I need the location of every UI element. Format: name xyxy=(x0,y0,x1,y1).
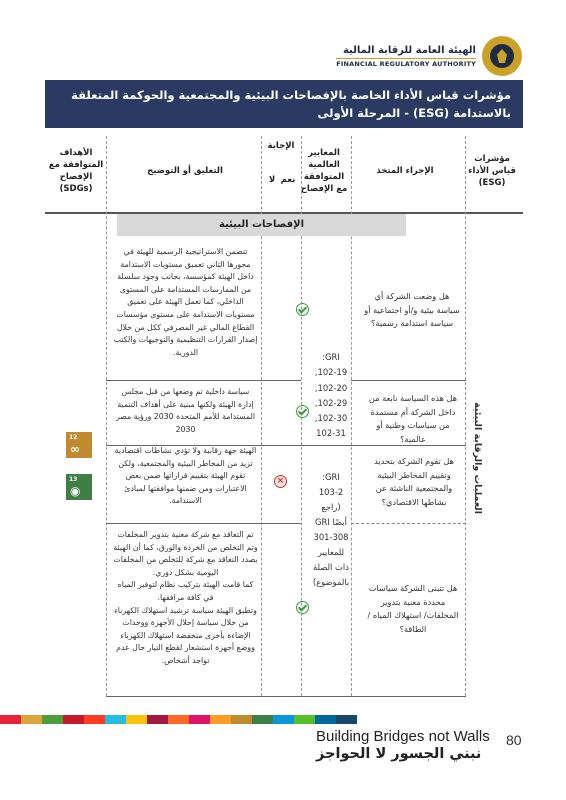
title-line-2: بالاستدامة (ESG) - المرحلة الأولى xyxy=(317,106,511,120)
col-separator xyxy=(106,136,107,696)
row4-question: هل تتبنى الشركة سياسات محددة معنية بتدوير المخلفات/ استهلاك المياه / الطاقة؟ xyxy=(367,583,459,634)
standards-group-1: GRI: 102-19, 102-20, 102-29, 102-30, 102-31 xyxy=(314,352,348,439)
col-answer-yes: نعم xyxy=(280,175,296,185)
stripe-segment xyxy=(210,715,231,724)
stripe-segment xyxy=(294,715,315,724)
col-sdgs: الأهداف المتوافقة مع الإفصاح (SDGs) xyxy=(48,148,104,194)
col-standards: المعايير العالمية المتوافقة مع الإفصاح xyxy=(300,148,348,194)
row-divider xyxy=(106,380,301,381)
row2-comment: سياسة داخلية تم وضعها من قبل مجلس إدارة الهيئة ولكنها مبنية على أهداف التنمية المستدامة للأمم المتحدة 2030 ورؤية مصر 2030 xyxy=(115,387,256,434)
row4-check-icon xyxy=(296,601,309,614)
sdg-12-icon: 12 ∞ xyxy=(66,432,92,458)
stripe-segment xyxy=(84,715,105,724)
stripe-segment xyxy=(252,715,273,724)
logo-arabic-name: الهيئة العامة للرقابة المالية xyxy=(342,44,476,56)
row1-check-icon xyxy=(296,303,309,316)
col-answer-no: لا xyxy=(268,175,276,185)
stripe-segment xyxy=(63,715,84,724)
stripe-segment xyxy=(168,715,189,724)
page-number: 80 xyxy=(506,732,522,748)
row-divider xyxy=(351,380,466,381)
stripe-segment xyxy=(189,715,210,724)
logo-english-name: FINANCIAL REGULATORY AUTHORITY xyxy=(336,59,476,68)
row3-question: هل تقوم الشركة بتحديد وتقييم المخاطر البيئية والمجتمعية الناشئة عن نشاطها الاقتصادي؟ xyxy=(374,456,454,507)
fra-logo xyxy=(336,36,522,76)
stripe-segment xyxy=(336,715,357,724)
standards-group-2: GRI: 103-2 (راجع أيضًا GRI 301-308 للمعايير ذات الصلة بالموضوع) xyxy=(312,472,350,587)
fra-emblem-icon xyxy=(482,36,522,76)
title-line-1: مؤشرات قياس الأداء الخاصة بالإفصاحات البيئية والمجتمعية والحوكمة المتعلقة xyxy=(71,88,511,102)
sdg-color-stripe xyxy=(0,715,357,724)
stripe-segment xyxy=(147,715,168,724)
row3-cross-icon: × xyxy=(274,475,287,488)
sdg-13-icon: 13 ◉ xyxy=(66,474,92,500)
row-divider xyxy=(106,523,301,524)
stripe-segment xyxy=(273,715,294,724)
col-comment: التعليق أو التوضيح xyxy=(147,166,223,176)
stripe-segment xyxy=(231,715,252,724)
table-header xyxy=(45,128,523,214)
row2-check-icon xyxy=(296,405,309,418)
col-action: الإجراء المتخذ xyxy=(376,166,434,176)
row3-comment: الهيئة جهة رقابية ولا تؤدي نشاطات اقتصادية تزيد من المخاطر البيئية والمجتمعية، ولكن تقوم الهيئة بتقييم قراراتها ضمن بعض الاعتبارات ومن ضمنها موافقتها لمبادئ الاستدامة. xyxy=(114,446,257,506)
stripe-segment xyxy=(126,715,147,724)
col-separator xyxy=(465,136,466,696)
row-divider xyxy=(106,696,466,697)
row1-question: هل وضعت الشركة أي سياسة بيئية و/أو اجتماعية أو سياسة استدامة رسمية؟ xyxy=(364,291,460,328)
row4-comment: تم التعاقد مع شركة معنية بتدوير المخلفات وتم التخلص من الخردة والورق، كما أن الهيئة بصدد التعاقد مع شركة للتخلص من المخلفات اليومية بشكل دوري. كما قامت الهيئة بتركيب نظام لتوفير المياه في كافة مرافقها. وتطبق الهيئة سياسة ترشيد استهلاك الكهرباء من خلال سياسة إحلال الأجهزة ووحدات الإضاءة بأخرى منخفضة استهلاك الكهرباء ووضع أجهزة استشعار لقطع التيار حال عدم تواجد أشخاص. xyxy=(113,530,258,665)
row1-comment: تتضمن الاستراتيجية الرسمية للهيئة في محورها الثاني تعميق مستويات الاستدامة داخل الهيئة كمؤسسة، بجانب وجود سلسلة من الممارسات المستدامة على المستوى الداخلي، كما تعمل الهيئة على تعميق مستويات الاستدامة على مستوى مؤسسات القطاع المالي غير المصرفي ككل من خلال إصدار القرارات التنظيمية والتوجيهات والكتب الدورية. xyxy=(113,247,258,357)
stripe-segment xyxy=(0,715,21,724)
col-indicator: مؤشرات قياس الأداء (ESG) xyxy=(468,154,516,188)
row-divider xyxy=(351,523,466,524)
page-title xyxy=(45,80,523,128)
col-answer: الإجابة xyxy=(267,141,295,151)
stripe-segment xyxy=(21,715,42,724)
footer-slogan-ar: نبني الجسور لا الحواجز xyxy=(316,746,482,762)
esg-table xyxy=(45,128,523,214)
side-label-environmental-operations: العمليات والرقابة البيئية xyxy=(472,402,483,514)
stripe-segment xyxy=(105,715,126,724)
row2-question: هل هذه السياسة نابعة من داخل الشركة أم مستمدة من سياسات وطنية أو عالمية؟ xyxy=(368,393,458,444)
stripe-segment xyxy=(42,715,63,724)
stripe-segment xyxy=(315,715,336,724)
footer-slogan-en: Building Bridges not Walls xyxy=(316,728,490,745)
section-environmental-disclosures: الإفصاحات البيئية xyxy=(117,214,406,236)
